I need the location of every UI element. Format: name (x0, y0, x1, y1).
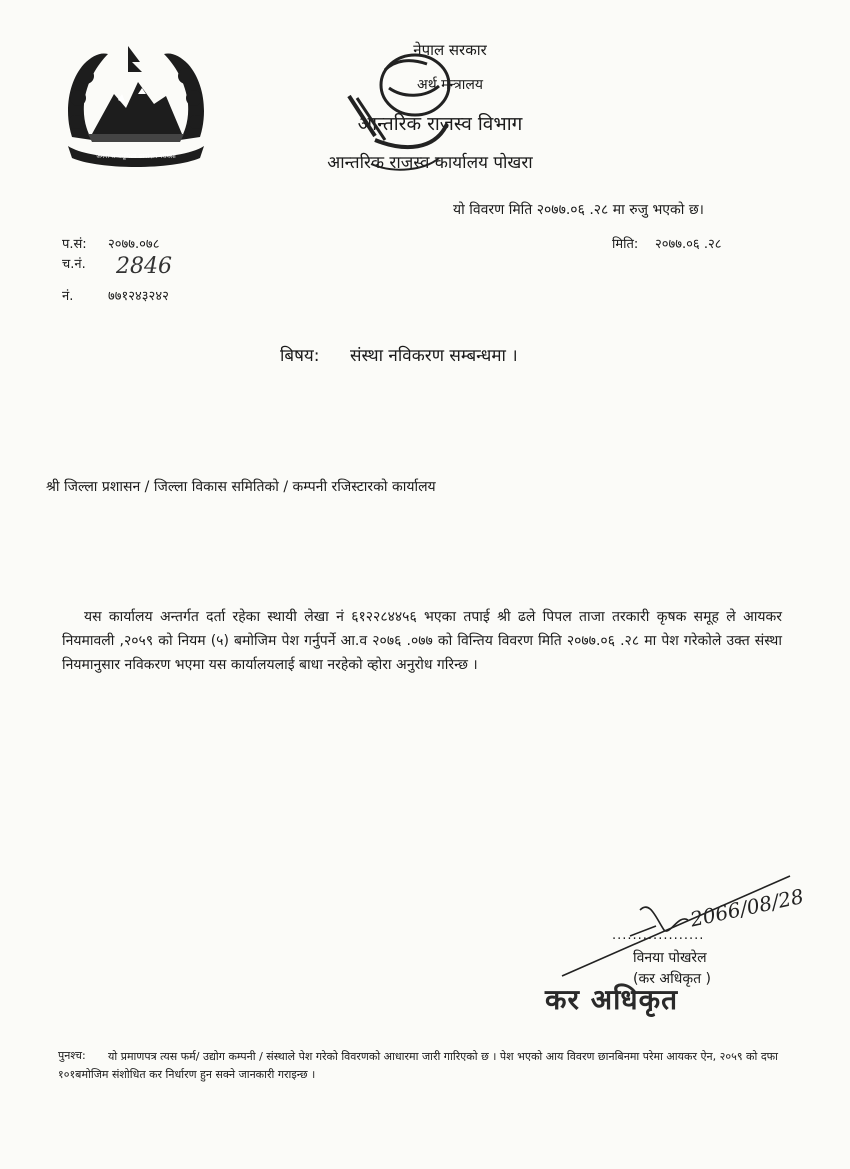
ref-ps-label: प.सं: (62, 237, 87, 252)
ministry-name: अर्थ मन्त्रालय (417, 77, 483, 93)
officer-stamp: कर अधिकृत (545, 983, 679, 1016)
footnote-label: पुनश्च: (58, 1049, 86, 1062)
nepal-emblem (62, 42, 210, 170)
ref-cn-value: 2846 (116, 254, 172, 279)
footnote-text (58, 1048, 803, 1084)
office-name: आन्तरिक राजस्व कार्यालय पोखरा (327, 153, 533, 173)
body-paragraph (62, 605, 782, 677)
emblem-caption: जननी जन्मभूमिश्च स्वर्गादपि गरीयसी (96, 153, 176, 160)
addressee: श्री जिल्ला प्रशासन / जिल्ला विकास समितिको / कम्पनी रजिस्टारको कार्यालय (46, 479, 436, 495)
ref-ps-value: २०७७.०७८ (108, 237, 160, 252)
subject-text: संस्था नविकरण सम्बन्धमा । (350, 346, 518, 366)
ref-n-value: ७७१२४३२४२ (108, 289, 169, 304)
verification-note: यो विवरण मिति २०७७.०६ .२८ मा रुजु भएको छ। (453, 202, 704, 218)
footnote-body: यो प्रमाणपत्र त्यस फर्म/ उद्योग कम्पनी / संस्थाले पेश गरेको विवरणको आधारमा जारी गारिएको छ । पेश भएको आय विवरण छानबिनमा परेमा आयकर ऐन, २०५९ को दफा १०१बमोजिम संशोधित कर निर्धारण हुन सक्ने जानकारी गराइन्छ । (58, 1050, 778, 1081)
date-label: मिति: (612, 237, 639, 252)
signatory-name: विनया पोखरेल (633, 950, 707, 966)
government-name: नेपाल सरकार (413, 41, 487, 59)
signatory-title: (कर अधिकृत ) (633, 971, 711, 987)
department-name: आन्तरिक राजस्व विभाग (357, 113, 523, 135)
round-seal (335, 40, 475, 175)
ref-cn-label: च.नं. (62, 257, 86, 272)
body-text: यस कार्यालय अन्तर्गत दर्ता रहेका स्थायी लेखा नं ६१२२८४४५६ भएका तपाई श्री ढले पिपल ताजा तरकारी कृषक समूह ले आयकर नियमावली ,२०५९ को नियम (५) बमोजिम पेश गर्नुपर्ने आ.व २०७६ .०७७ को विन्तिय विवरण मिति २०७७.०६ .२८ मा पेश गरेकोले उक्त संस्था नियमानुसार नविकरण भएमा यस कार्यालयलाई बाधा नरहेको व्होरा अनुरोध गरिन्छ । (62, 609, 782, 673)
subject-label: बिषय: (280, 346, 320, 366)
signature-dots: .................. (612, 928, 705, 943)
date-value: २०७७.०६ .२८ (655, 237, 722, 252)
handwritten-date: 2066/08/28 (688, 884, 806, 932)
ref-n-label: नं. (62, 289, 74, 304)
